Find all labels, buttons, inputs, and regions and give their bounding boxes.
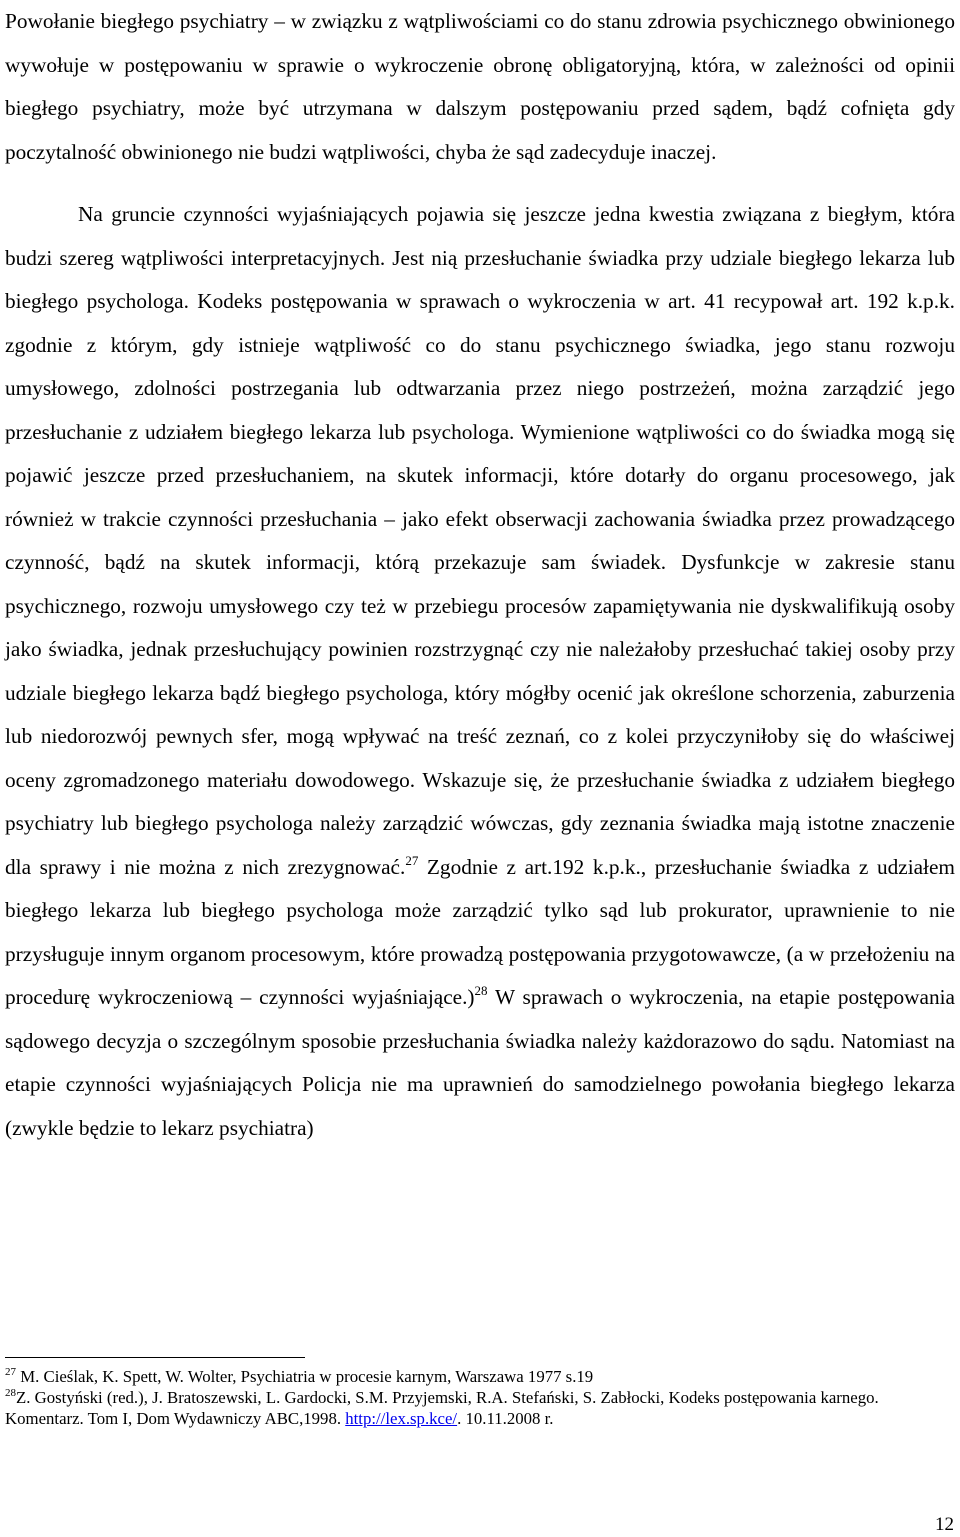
footnote-28 bbox=[5, 1387, 955, 1429]
paragraph-2-part-1: Na gruncie czynności wyjaśniających pojawia się jeszcze jedna kwestia związana z biegłym, która budzi szereg wątpliwości interpretacyjnych. Jest nią przesłuchanie świadka przy udziale biegłego lekarza lub biegłego psychologa. Kodeks postępowania w sprawach o wykroczenia w art. 41 recypował art. 192 k.p.k. zgodnie z którym, gdy istnieje wątpliwość co do stanu psychicznego świadka, jego stanu rozwoju umysłowego, zdolności postrzegania lub odtwarzania przez niego postrzeżeń, można zarządzić jego przesłuchanie z udziałem biegłego lekarza lub psychologa. Wymienione wątpliwości co do świadka mogą się pojawić jeszcze przed przesłuchaniem, na skutek informacji, które dotarły do organu procesowego, jak również w trakcie czynności przesłuchania – jako efekt obserwacji zachowania świadka przez prowadzącego czynność, bądź na skutek informacji, którą przekazuje sam świadek. Dysfunkcje w zakresie stanu psychicznego, rozwoju umysłowego czy też w przebiegu procesów zapamiętywania nie dyskwalifikują osoby jako świadka, jednak przesłuchujący powinien rozstrzygnąć czy nie należałoby przesłuchać takiej osoby przy udziale biegłego lekarza bądź biegłego psychologa, który mógłby ocenić jak określone schorzenia, zaburzenia lub niedorozwój pewnych sfer, mogą wpływać na treść zeznań, co z kolei przyczyniłoby się do właściwej oceny zgromadzonego materiału dowodowego. Wskazuje się, że przesłuchanie świadka z udziałem biegłego psychiatry lub biegłego psychologa należy zarządzić wówczas, gdy zeznania świadka mają istotne znaczenie dla sprawy i nie można z nich zrezygnować. bbox=[5, 202, 955, 879]
footnote-number: 28 bbox=[5, 1387, 16, 1399]
footnote-27 bbox=[5, 1366, 955, 1387]
footnotes bbox=[5, 1366, 955, 1429]
document-body bbox=[5, 0, 955, 1150]
footnote-ref-27[interactable]: 27 bbox=[405, 852, 419, 868]
footnote-text: Z. Gostyński (red.), J. Bratoszewski, L. Gardocki, S.M. Przyjemski, R.A. Stefański, S. Zabłocki, Kodeks postępowania karnego. Komentarz. Tom I, Dom Wydawniczy ABC,1998. bbox=[5, 1388, 879, 1428]
footnote-text: M. Cieślak, K. Spett, W. Wolter, Psychiatria w procesie karnym, Warszawa 1977 s.19 bbox=[16, 1367, 594, 1386]
paragraph-2-part-3: W sprawach o wykroczenia, na etapie postępowania sądowego decyzja o szczególnym sposobie przesłuchania świadka należy każdorazowo do sądu. Natomiast na etapie czynności wyjaśniających Policja nie ma uprawnień do samodzielnego powołania biegłego lekarza (zwykle będzie to lekarz psychiatra) bbox=[5, 985, 955, 1140]
footnote-ref-28[interactable]: 28 bbox=[474, 983, 488, 998]
footnote-separator bbox=[5, 1357, 305, 1358]
paragraph-2 bbox=[5, 193, 955, 1150]
paragraph-2-part-2: Zgodnie z art.192 k.p.k., przesłuchanie świadka z udziałem biegłego lekarza lub biegłego psychologa może zarządzić tylko sąd lub prokurator, uprawnienie to nie przysługuje innym organom procesowym, które prowadzą postępowania przygotowawcze, (a w przełożeniu na procedurę wykroczeniową – czynności wyjaśniające.) bbox=[5, 854, 955, 1009]
paragraph-1: Powołanie biegłego psychiatry – w związku z wątpliwościami co do stanu zdrowia psychicznego obwinionego wywołuje w postępowaniu w sprawie o wykroczenie obronę obligatoryjną, która, w zależności od opinii biegłego psychiatry, może być utrzymana w dalszym postępowaniu przed sądem, bądź cofnięta gdy poczytalność obwinionego nie budzi wątpliwości, chyba że sąd zadecyduje inaczej. bbox=[5, 9, 955, 164]
footnote-date: . 10.11.2008 r. bbox=[457, 1409, 554, 1428]
footnote-number: 27 bbox=[5, 1366, 16, 1378]
footnote-link[interactable]: http://lex.sp.kce/ bbox=[345, 1409, 458, 1428]
page-number: 12 bbox=[935, 1514, 954, 1535]
